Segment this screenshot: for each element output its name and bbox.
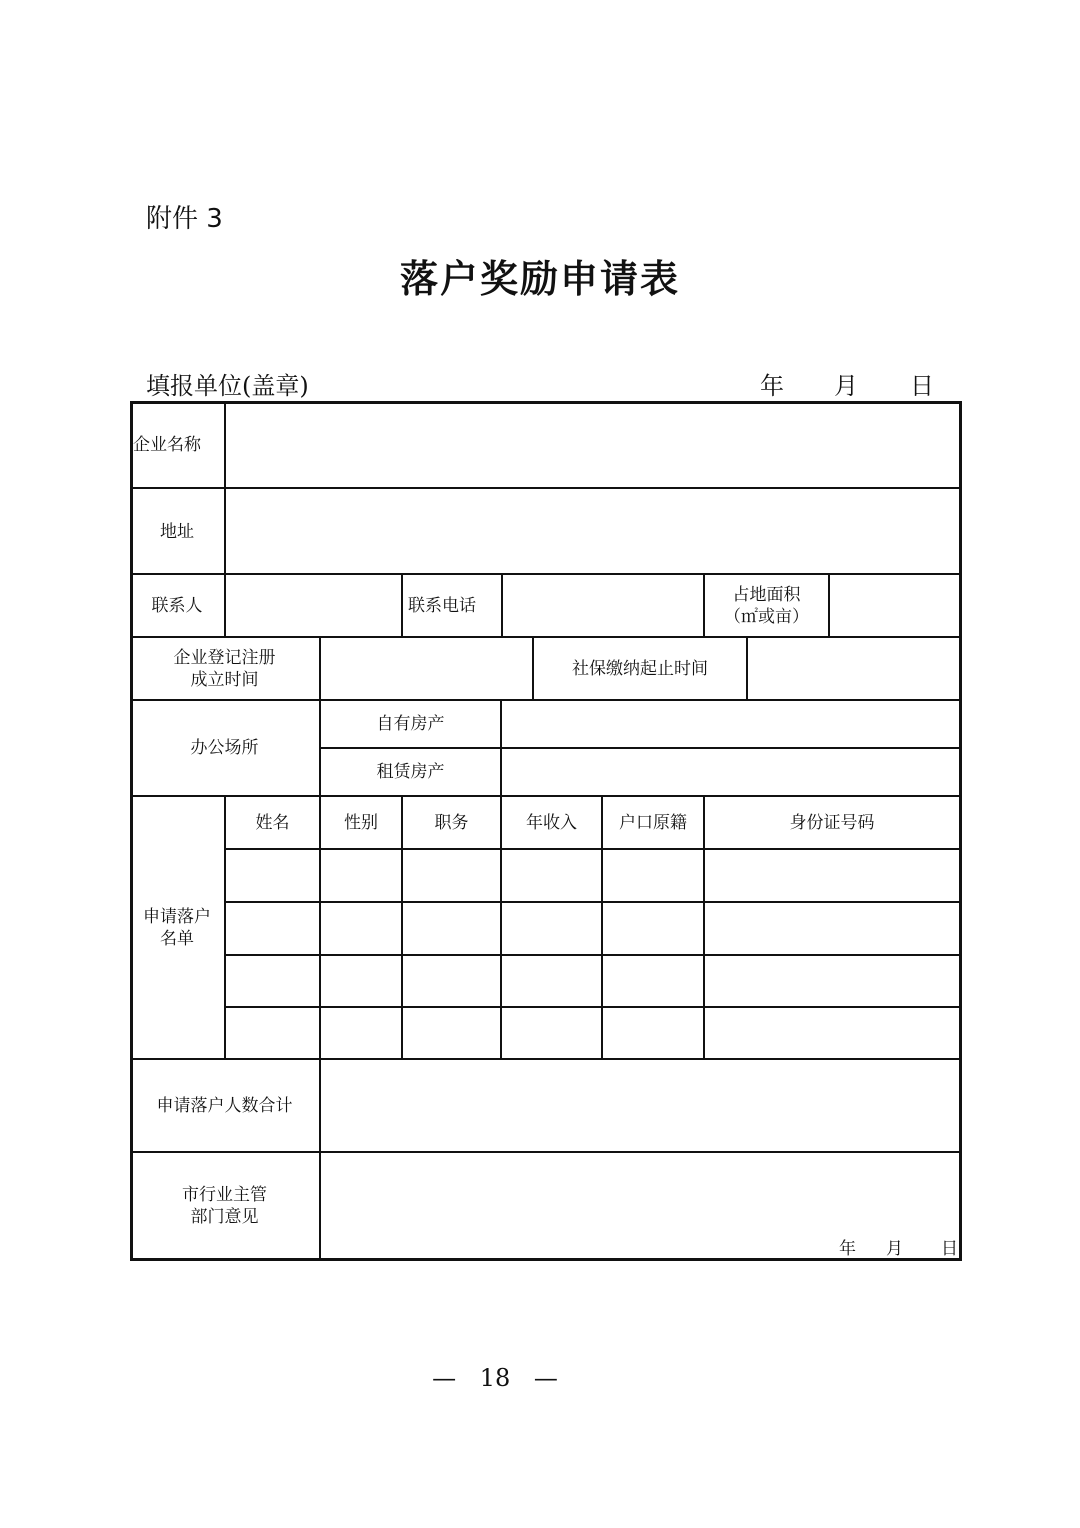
application-form-table	[130, 401, 962, 1261]
phone-field[interactable]	[503, 575, 703, 636]
registration-label-line1: 企业登记注册	[173, 647, 276, 668]
total-label: 申请落户人数合计	[156, 1095, 293, 1116]
column-header-income: 年收入	[526, 812, 577, 833]
applicant-list-label	[130, 797, 224, 1058]
social-security-field[interactable]	[748, 638, 959, 699]
rented-property-field[interactable]	[502, 749, 959, 795]
column-header-origin: 户口原籍	[619, 812, 687, 833]
social-security-label: 社保缴纳起止时间	[572, 658, 708, 679]
column-header-name: 姓名	[255, 812, 290, 833]
office-label: 办公场所	[190, 738, 259, 758]
date-year: 年	[760, 372, 784, 400]
company-name-field[interactable]	[226, 404, 959, 487]
footer-page-number: 18	[479, 1364, 511, 1392]
address-label: 地址	[160, 522, 194, 542]
footer-dash-left: —	[432, 1364, 457, 1392]
column-header-position: 职务	[434, 812, 469, 833]
page-title: 落户奖励申请表	[399, 256, 680, 301]
own-property-label: 自有房产	[376, 714, 445, 734]
registration-date-label	[130, 638, 319, 699]
applicant-list-line1: 申请落户	[143, 906, 211, 927]
footer-dash-right: —	[533, 1364, 558, 1392]
phone-label: 联系电话	[408, 595, 476, 616]
contact-label: 联系人	[151, 595, 203, 616]
column-header-id-number: 身份证号码	[789, 812, 875, 833]
total-field[interactable]	[321, 1060, 959, 1151]
applicant-list-line2: 名单	[160, 928, 194, 949]
sign-month: 月	[886, 1239, 903, 1259]
area-label-line2: （㎡或亩）	[724, 606, 809, 627]
date-month: 月	[834, 372, 858, 400]
area-field[interactable]	[830, 575, 959, 636]
page-number	[0, 1364, 1080, 1392]
department-label-line2: 部门意见	[190, 1206, 259, 1227]
column-header-gender: 性别	[344, 812, 378, 833]
contact-field[interactable]	[226, 575, 401, 636]
attachment-label: 附件 3	[146, 204, 223, 234]
department-opinion-field[interactable]	[321, 1153, 959, 1233]
filler-label: 填报单位(盖章)	[146, 372, 309, 400]
rented-property-label: 租赁房产	[376, 762, 445, 782]
company-name-label: 企业名称	[133, 435, 201, 455]
department-opinion-label	[130, 1153, 319, 1258]
address-field[interactable]	[226, 489, 959, 573]
own-property-field[interactable]	[502, 701, 959, 747]
area-label	[705, 575, 828, 636]
sign-day: 日	[941, 1239, 958, 1259]
area-label-line1: 占地面积	[732, 584, 801, 605]
department-label-line1: 市行业主管	[182, 1184, 267, 1205]
sign-year: 年	[839, 1239, 856, 1259]
registration-label-line2: 成立时间	[190, 669, 259, 690]
registration-date-field[interactable]	[321, 638, 532, 699]
date-day: 日	[910, 372, 934, 400]
